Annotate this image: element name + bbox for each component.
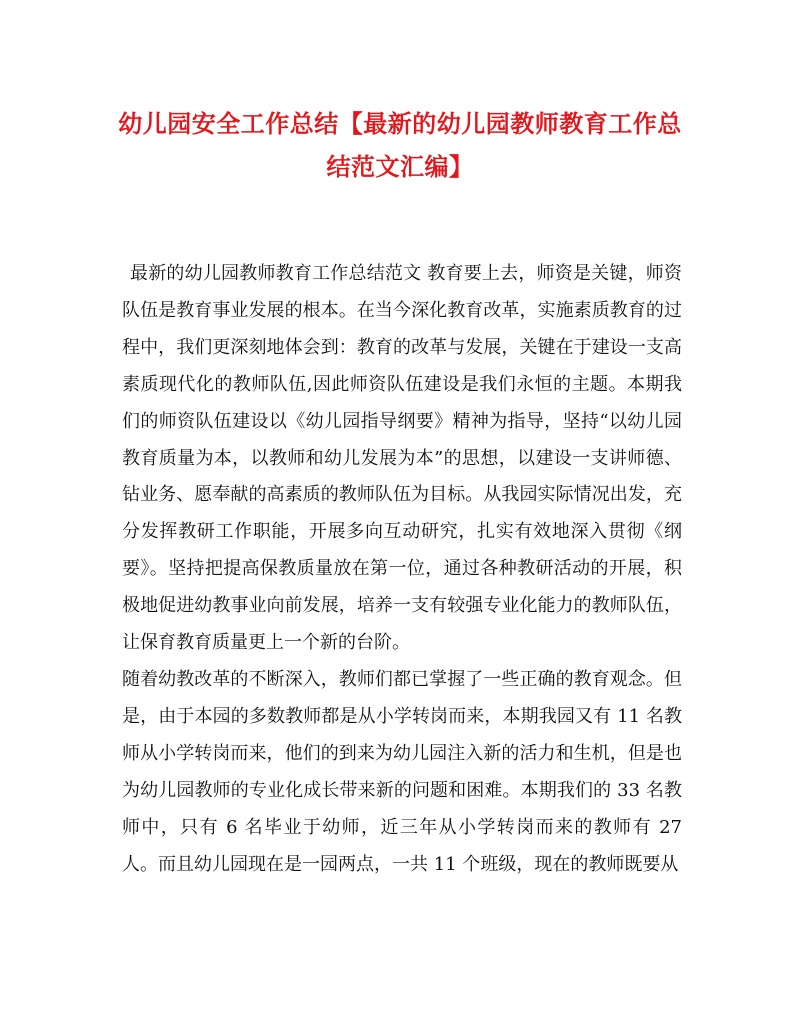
document-body bbox=[122, 256, 682, 883]
body-paragraph-2: 随着幼教改革的不断深入，教师们都已掌握了一些正确的教育观念。但是，由于本园的多数教师都是从小学转岗而来，本期我园又有 11 名教师从小学转岗而来，他们的到来为幼儿园注入新的活力和生机，但是也为幼儿园教师的专业化成长带来新的问题和困难。本期我们的 33 名教师中，只有 6 名毕业于幼师，近三年从小学转岗而来的教师有 27 人。而且幼儿园现在是一园两点，一共 11 个班级，现在的教师既要从 bbox=[122, 668, 682, 875]
document-title: 幼儿园安全工作总结【最新的幼儿园教师教育工作总结范文汇编】 bbox=[118, 109, 682, 181]
body-paragraph-1: 最新的幼儿园教师教育工作总结范文 教育要上去，师资是关键，师资队伍是教育事业发展的根本。在当今深化教育改革，实施素质教育的过程中，我们更深刻地体会到：教育的改革与发展，关键在于建设一支高素质现代化的教师队伍,因此师资队伍建设是我们永恒的主题。本期我们的师资队伍建设以《幼儿园指导纲要》精神为指导，坚持“以幼儿园教育质量为本，以教师和幼儿发展为本”的思想，以建设一支讲师德、钻业务、愿奉献的高素质的教师队伍为目标。从我园实际情况出发，充分发挥教研工作职能，开展多向互动研究，扎实有效地深入贯彻《纲要》。坚持把提高保教质量放在第一位，通过各种教研活动的开展，积极地促进幼教事业向前发展，培养一支有较强专业化能力的教师队伍，让保育教育质量更上一个新的台阶。 bbox=[122, 263, 682, 654]
